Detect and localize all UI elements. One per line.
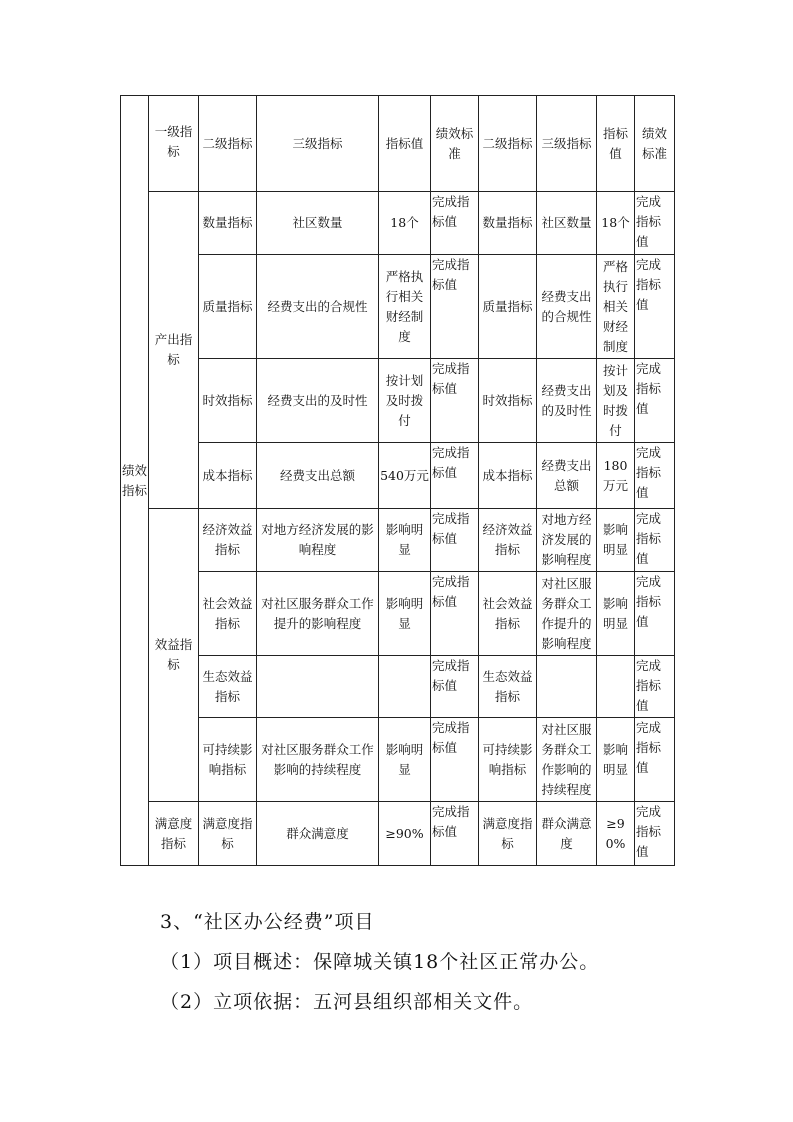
cell: 社区数量	[257, 192, 379, 255]
cell: 540万元	[379, 443, 431, 509]
table-row	[121, 359, 675, 443]
cell: 完成指标值	[635, 443, 675, 509]
cell: 经费支出的及时性	[537, 359, 597, 443]
section-heading: 3、“社区办公经费”项目	[160, 911, 375, 933]
category-cell: 绩效指标	[121, 96, 149, 866]
cell: 影响明显	[597, 509, 635, 572]
cell	[257, 656, 379, 718]
cell: 社区数量	[537, 192, 597, 255]
cell: ≥90%	[597, 802, 635, 866]
cell: 完成指标值	[431, 718, 479, 802]
cell: 完成指标值	[635, 509, 675, 572]
header-standard-b: 绩效标准	[635, 96, 675, 192]
header-standard: 绩效标准	[431, 96, 479, 192]
table-row	[121, 509, 675, 572]
cell: 完成指标值	[431, 572, 479, 656]
cell	[537, 656, 597, 718]
cell: 18个	[597, 192, 635, 255]
table-row	[121, 718, 675, 802]
header-level1: 一级指标	[149, 96, 199, 192]
cell: 严格执行相关财经制度	[379, 255, 431, 359]
cell: 经费支出总额	[537, 443, 597, 509]
cell: 经费支出的及时性	[257, 359, 379, 443]
cell: 群众满意度	[257, 802, 379, 866]
project-overview: （1）项目概述：保障城关镇18个社区正常办公。	[160, 951, 600, 973]
cell: 严格执行相关财经制度	[597, 255, 635, 359]
cell: 按计划及时拨付	[597, 359, 635, 443]
level1-output: 产出指标	[149, 192, 199, 509]
cell: 完成指标值	[431, 509, 479, 572]
cell: 18个	[379, 192, 431, 255]
cell: 对地方经济发展的影响程度	[257, 509, 379, 572]
cell: 社会效益指标	[199, 572, 257, 656]
table-row	[121, 802, 675, 866]
cell: 数量指标	[479, 192, 537, 255]
cell: 完成指标值	[635, 718, 675, 802]
cell: 对社区服务群众工作影响的持续程度	[537, 718, 597, 802]
cell: 可持续影响指标	[479, 718, 537, 802]
cell: 群众满意度	[537, 802, 597, 866]
cell	[379, 656, 431, 718]
cell: 对社区服务群众工作提升的影响程度	[257, 572, 379, 656]
header-value: 指标值	[379, 96, 431, 192]
cell: 经费支出的合规性	[257, 255, 379, 359]
cell: 对社区服务群众工作影响的持续程度	[257, 718, 379, 802]
table-row	[121, 656, 675, 718]
cell: 经费支出的合规性	[537, 255, 597, 359]
cell: 时效指标	[199, 359, 257, 443]
cell: 完成指标值	[635, 656, 675, 718]
cell: 数量指标	[199, 192, 257, 255]
cell: 影响明显	[597, 572, 635, 656]
cell: 影响明显	[597, 718, 635, 802]
cell: ≥90%	[379, 802, 431, 866]
cell: 影响明显	[379, 572, 431, 656]
cell: 可持续影响指标	[199, 718, 257, 802]
header-level2-b: 二级指标	[479, 96, 537, 192]
cell: 影响明显	[379, 718, 431, 802]
cell: 成本指标	[479, 443, 537, 509]
cell: 影响明显	[379, 509, 431, 572]
table-row	[121, 192, 675, 255]
header-level2: 二级指标	[199, 96, 257, 192]
table-row	[121, 443, 675, 509]
cell: 完成指标值	[431, 359, 479, 443]
cell: 满意度指标	[199, 802, 257, 866]
cell: 经济效益指标	[479, 509, 537, 572]
cell: 生态效益指标	[479, 656, 537, 718]
cell: 完成指标值	[431, 192, 479, 255]
cell: 满意度指标	[479, 802, 537, 866]
cell: 质量指标	[199, 255, 257, 359]
cell: 对地方经济发展的影响程度	[537, 509, 597, 572]
cell: 成本指标	[199, 443, 257, 509]
table-row	[121, 255, 675, 359]
header-level3: 三级指标	[257, 96, 379, 192]
header-level3-b: 三级指标	[537, 96, 597, 192]
cell: 社会效益指标	[479, 572, 537, 656]
level1-satisfaction: 满意度指标	[149, 802, 199, 866]
header-row	[121, 96, 675, 192]
cell: 完成指标值	[431, 443, 479, 509]
cell: 时效指标	[479, 359, 537, 443]
cell: 完成指标值	[635, 192, 675, 255]
cell: 完成指标值	[635, 802, 675, 866]
cell: 完成指标值	[431, 802, 479, 866]
cell: 完成指标值	[635, 255, 675, 359]
cell: 按计划及时拨付	[379, 359, 431, 443]
cell: 完成指标值	[431, 255, 479, 359]
cell: 质量指标	[479, 255, 537, 359]
cell: 完成指标值	[635, 359, 675, 443]
cell: 经济效益指标	[199, 509, 257, 572]
cell	[597, 656, 635, 718]
cell: 180万元	[597, 443, 635, 509]
cell: 完成指标值	[431, 656, 479, 718]
cell: 经费支出总额	[257, 443, 379, 509]
cell: 对社区服务群众工作提升的影响程度	[537, 572, 597, 656]
project-basis: （2）立项依据：五河县组织部相关文件。	[160, 991, 534, 1013]
performance-table	[120, 95, 675, 866]
cell: 生态效益指标	[199, 656, 257, 718]
level1-benefit: 效益指标	[149, 509, 199, 802]
table-row	[121, 572, 675, 656]
cell: 完成指标值	[635, 572, 675, 656]
header-value-b: 指标值	[597, 96, 635, 192]
